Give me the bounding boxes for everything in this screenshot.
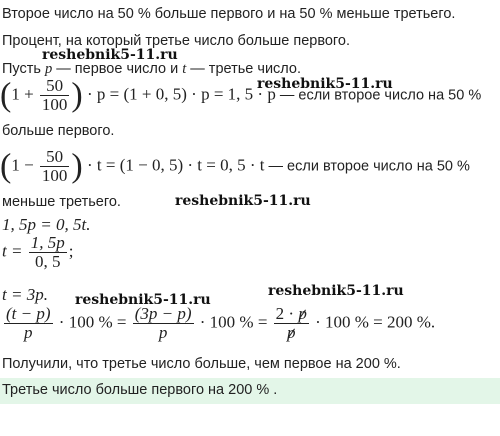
equation-percent: [2, 305, 435, 342]
close-paren: ): [71, 147, 83, 185]
equation-part: · 100 % =: [58, 312, 127, 332]
watermark: reshebnik5-11.ru: [75, 292, 211, 308]
equation-equality: 1, 5p = 0, 5t.: [2, 215, 91, 234]
conclusion-text: Получили, что третье число больше, чем первое на 200 %.: [2, 356, 401, 372]
fraction-denominator: 0, 5: [34, 252, 61, 271]
answer-text: Третье число больше первого на 200 % .: [2, 382, 278, 398]
equation-t: [2, 234, 73, 271]
fraction: [29, 234, 67, 271]
fraction-numerator: 1, 5p: [30, 233, 65, 252]
fraction: [40, 77, 70, 114]
fraction: [4, 305, 53, 342]
equation-result-t: t = 3p.: [2, 285, 48, 304]
fraction: [274, 305, 309, 342]
open-paren: (: [0, 147, 12, 185]
equation-part: 1 +: [11, 84, 34, 104]
equation-third-number: [0, 148, 470, 185]
fraction: [40, 148, 70, 185]
equation-part: · p = (1 + 0, 5) · p = 1, 5 · p: [87, 84, 276, 104]
question-text: Процент, на который третье число больше первого.: [2, 33, 350, 49]
equation-part: · 100 % = 200 %.: [315, 312, 436, 332]
fraction-numerator: 50: [40, 77, 70, 96]
continuation-text: больше первого.: [2, 123, 115, 139]
fraction-numerator: 50: [40, 148, 70, 167]
definition-part: — первое число и: [52, 61, 183, 77]
definition-part: — третье число.: [186, 61, 302, 77]
equation-second-number: [0, 77, 481, 114]
cancelled-variable: p: [287, 323, 296, 342]
watermark: reshebnik5-11.ru: [257, 76, 393, 92]
definition-part: Пусть: [2, 61, 45, 77]
equation-part: ;: [68, 241, 74, 261]
condition-text: Второе число на 50 % больше первого и на 50 % меньше третьего.: [2, 6, 456, 22]
equation-part: · 100 % =: [199, 312, 268, 332]
watermark: reshebnik5-11.ru: [175, 193, 311, 209]
close-paren: ): [71, 76, 83, 114]
fraction-denominator: p: [158, 323, 168, 342]
continuation-text: меньше третьего.: [2, 194, 121, 210]
equation-part: t =: [2, 241, 23, 261]
variable-t: t: [182, 61, 187, 77]
fraction-denominator: 100: [41, 95, 68, 114]
equation-part: 1 −: [11, 155, 34, 175]
equation-part: · t = (1 − 0, 5) · t = 0, 5 · t: [87, 155, 265, 175]
open-paren: (: [0, 76, 12, 114]
fraction-numerator: (t − p): [6, 304, 51, 323]
fraction-numerator: 2 ·: [275, 304, 295, 323]
variable-p: p: [44, 61, 53, 77]
equation-comment: — если второе число на 50 %: [275, 87, 482, 104]
fraction-denominator: 100: [41, 166, 68, 185]
fraction-denominator: p: [24, 323, 33, 342]
watermark: reshebnik5-11.ru: [42, 47, 178, 63]
fraction: [133, 305, 194, 342]
cancelled-variable: p: [298, 304, 307, 323]
equation-comment: — если второе число на 50 %: [264, 158, 470, 175]
watermark: reshebnik5-11.ru: [268, 283, 404, 299]
fraction-numerator: (3p − p): [134, 304, 192, 323]
